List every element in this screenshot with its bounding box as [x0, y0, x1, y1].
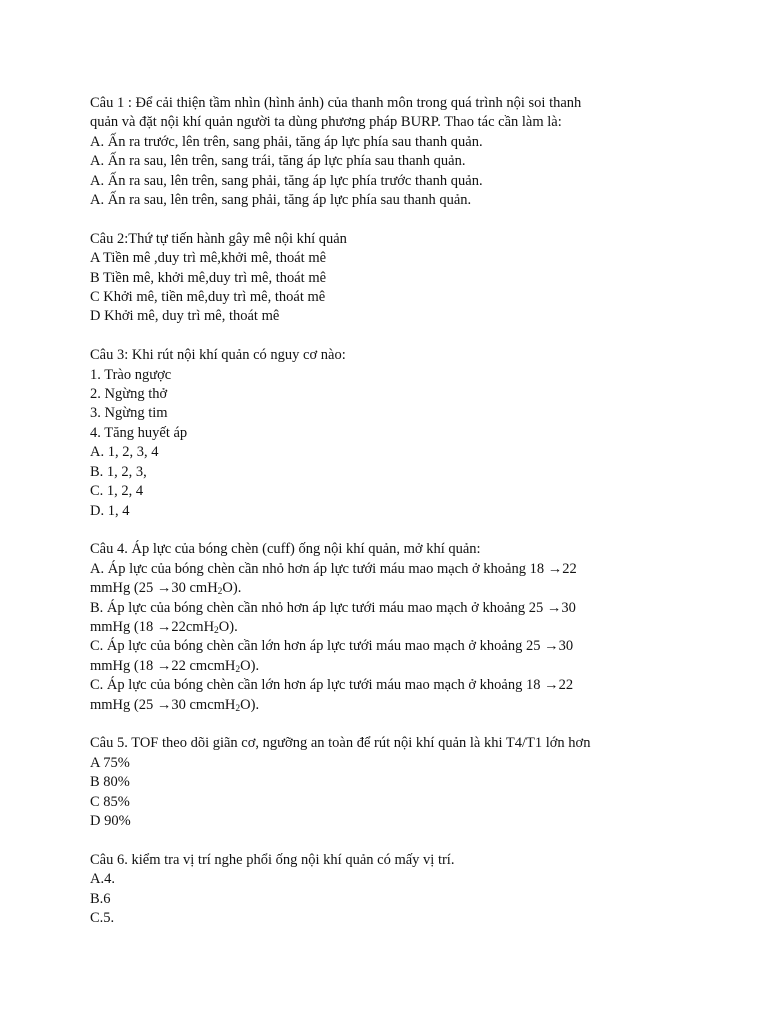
answer-option: C. 1, 2, 4	[90, 483, 144, 500]
answer-option: B. 1, 2, 3,	[90, 463, 147, 480]
subscript: 2	[214, 625, 219, 636]
answer-option-text: O).	[222, 580, 242, 597]
question-3	[90, 346, 680, 521]
answer-option	[90, 560, 680, 599]
question-6	[90, 851, 680, 929]
risk-item: 2. Ngừng thở	[90, 386, 168, 403]
subscript: 2	[217, 587, 223, 598]
question-stem-line: quản và đặt nội khí quản người ta dùng phương pháp BURP. Thao tác cần làm là:	[90, 114, 562, 131]
answer-option: B.6	[90, 890, 111, 907]
question-2	[90, 230, 680, 327]
question-1	[90, 94, 680, 210]
answer-option-line: C. Áp lực của bóng chèn cần lớn hơn áp lực tưới máu mao mạch ở khoảng 18 →22	[90, 677, 574, 694]
question-stem-line: Câu 1 : Để cải thiện tầm nhìn (hình ảnh) của thanh môn trong quá trình nội soi thanh	[90, 95, 582, 111]
document-body	[90, 94, 680, 948]
answer-option: A Tiền mê ,duy trì mê,khởi mê, thoát mê	[90, 250, 327, 267]
answer-option: B 80%	[90, 774, 130, 791]
answer-option-line	[90, 657, 680, 676]
answer-option: A. Ấn ra sau, lên trên, sang trái, tăng áp lực phía sau thanh quản.	[90, 153, 466, 170]
answer-option	[90, 637, 680, 676]
answer-option-line: C. Áp lực của bóng chèn cần lớn hơn áp lực tưới máu mao mạch ở khoảng 25 →30	[90, 638, 574, 655]
answer-option	[90, 599, 680, 638]
risk-item: 3. Ngừng tim	[90, 405, 168, 422]
answer-option: D. 1, 4	[90, 502, 130, 519]
answer-option-text: mmHg (18 →22 cmcmH	[90, 657, 236, 674]
question-stem-line: Câu 6. kiểm tra vị trí nghe phổi ống nội khí quản có mấy vị trí.	[90, 851, 455, 868]
answer-option: A. Ấn ra trước, lên trên, sang phải, tăng áp lực phía sau thanh quản.	[90, 133, 483, 150]
answer-option-line: A. Áp lực của bóng chèn cần nhỏ hơn áp lực tưới máu mao mạch ở khoảng 18 →22	[90, 560, 577, 577]
answer-option: D 90%	[90, 812, 131, 829]
question-stem-line: Câu 2:Thứ tự tiến hành gây mê nội khí quản	[90, 230, 347, 247]
risk-item: 1. Trào ngược	[90, 366, 172, 383]
answer-option: C 85%	[90, 793, 130, 810]
answer-option: A. Ấn ra sau, lên trên, sang phải, tăng áp lực phía sau thanh quản.	[90, 192, 472, 209]
answer-option-line	[90, 696, 680, 715]
answer-option: A.4.	[90, 871, 115, 888]
answer-option-text: O).	[218, 618, 238, 635]
answer-option-line: B. Áp lực của bóng chèn cần nhỏ hơn áp lực tưới máu mao mạch ở khoảng 25 →30	[90, 599, 576, 616]
answer-option	[90, 676, 680, 715]
subscript: 2	[235, 664, 241, 675]
question-4	[90, 540, 680, 715]
question-5	[90, 734, 680, 831]
question-stem-line: Câu 3: Khi rút nội khí quản có nguy cơ nào:	[90, 347, 346, 364]
answer-option: A 75%	[90, 754, 130, 771]
answer-option-text: mmHg (25 →30 cmcmH	[90, 696, 236, 713]
answer-option-text: O).	[240, 696, 260, 713]
answer-option-line	[90, 618, 680, 637]
answer-option: C Khởi mê, tiền mê,duy trì mê, thoát mê	[90, 289, 326, 306]
risk-item: 4. Tăng huyết áp	[90, 424, 188, 441]
answer-option: D Khởi mê, duy trì mê, thoát mê	[90, 308, 280, 325]
subscript: 2	[235, 703, 241, 714]
answer-option: C.5.	[90, 909, 115, 926]
answer-option-line	[90, 579, 680, 598]
answer-option: A. 1, 2, 3, 4	[90, 444, 159, 461]
answer-option-text: mmHg (25 →30 cmH	[90, 580, 218, 597]
answer-option-text: mmHg (18 →22cmH	[90, 618, 215, 635]
question-stem-line: Câu 5. TOF theo dõi giãn cơ, ngưỡng an toàn để rút nội khí quản là khi T4/T1 lớn hơn	[90, 735, 591, 752]
answer-option-text: O).	[240, 657, 260, 674]
answer-option: A. Ấn ra sau, lên trên, sang phải, tăng áp lực phía trước thanh quản.	[90, 172, 483, 189]
answer-option: B Tiền mê, khởi mê,duy trì mê, thoát mê	[90, 269, 327, 286]
question-stem-line: Câu 4. Áp lực của bóng chèn (cuff) ống nội khí quản, mở khí quản:	[90, 541, 481, 558]
